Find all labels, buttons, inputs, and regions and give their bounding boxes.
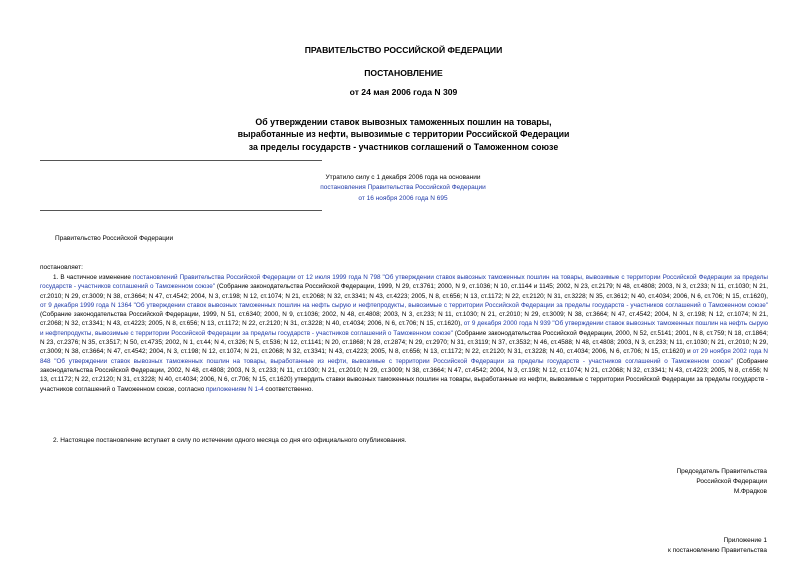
link-decree-1364[interactable]: от 9 декабря 1999 года N 1364 "Об утверждении ставок вывозных таможенных пошлин на нефть сырую и нефтепродукты, вывозимые с территории Российской Федерации за пределы государств - участников соглашений о Таможенном союзе" — [40, 301, 768, 309]
appendix-block — [467, 536, 767, 556]
doc-date-number: от 24 мая 2006 года N 309 — [349, 87, 458, 97]
title-line: Об утверждении ставок вывозных таможенных пошлин на товары, — [255, 117, 552, 127]
doc-type-heading: ПОСТАНОВЛЕНИЕ — [364, 68, 443, 78]
text-span: (Собрание законодательства Российской Федерации, 2000, N 52, ст.5141; 2001, N 8, ст.759; N 18, ст.1864; N 23, ст.2376; N 35, ст.3517; N 50, ст.4735; 2002, N 1, ст.44; N 4, ст.326; N 5, ст.536; N 12, ст.1141; N 20, ст.1868; N 28, ст.2874; N 29, ст.2970; N 31, ст.3119; N 37, ст.3532; N 46, ст.4588; N 48, ст.4808; 2003, N 3, ст.233; N 11, ст.1030; N 21, ст.2010; N 29, ст.3009; N 38, ст.3664; N 47, ст.4542; 2004, N 3, ст.198; N 12, ст.1074; N 21, ст.2068; N 32, ст.3341; N 43, ст.4223; 2005, N 8, ст.656; N 13, ст.1172; N 22, ст.2120; N 31, ст.3228; N 40, ст.4034; 2006, N 6, ст.706; N 15, ст.1620) и — [40, 329, 769, 356]
repeal-note — [270, 173, 536, 204]
government-heading: ПРАВИТЕЛЬСТВО РОССИЙСКОЙ ФЕДЕРАЦИИ — [304, 45, 503, 55]
text-span: (Собрание законодательства Российской Федерации, 1999, N 51, ст.6340; 2000, N 9, ст.1036; 2002, N 48, ст.4808; 2003, N 3, ст.233; N 11, ст.1030; N 21, ст.2010; N 29, ст.3009; N 38, ст.3664; N 47, ст.4542; 2004, N 3, ст.198; N 12, ст.1074; N 21, ст.2068; N 32, ст.3341; N 43, ст.4223; 2005, N 8, ст.656; N 13, ст.1172; N 22, ст.2120; N 31, ст.3228; N 40, ст.4034; 2006, N 6, ст.706; N 15, ст.1620), — [40, 311, 768, 328]
link-decree-848[interactable]: от 29 ноября 2002 года N 848 "Об утверждении ставок вывозных таможенных пошлин на товары, выработанные из нефти, вывозимые с территории Российской Федерации за пределы государств - участников соглашений о Таможенном союзе" — [40, 348, 768, 365]
divider-bottom — [40, 210, 322, 211]
preamble: Правительство Российской Федерации — [55, 235, 174, 242]
link-decree-939[interactable]: от 9 декабря 2000 года N 939 "Об утверждении ставок вывозных таможенных пошлин на нефть сырую и нефтепродукты, вывозимые с территории Российской Федерации за пределы государств - участников соглашений о Таможенном союзе" — [40, 320, 768, 337]
repeal-line: Утратило силу с 1 декабря 2006 года на основании — [325, 174, 481, 181]
text-span: 1. В частичное изменение — [53, 274, 133, 281]
repeal-link-decree[interactable]: постановления Правительства Российской Федерации — [320, 184, 486, 192]
link-decree-798[interactable]: постановлений Правительства Российской Федерации от 12 июля 1999 года N 798 "Об утверждении ставок вывозных таможенных пошлин на товары, вывозимые с территории Российской Федерации за пределы государств - участников соглашений о Таможенном союзе" — [40, 274, 768, 291]
text-span: соответственно. — [263, 385, 314, 393]
signature-name: М.Фрадков — [733, 488, 767, 496]
document-title — [0, 116, 807, 153]
repeal-link-date[interactable]: от 16 ноября 2006 года N 695 — [358, 194, 448, 202]
title-line: выработанные из нефти, вывозимые с территории Российской Федерации — [237, 129, 570, 140]
link-appendices[interactable]: приложениям N 1-4 — [206, 385, 264, 393]
title-line: за пределы государств - участников соглашений о Таможенном союзе — [248, 141, 559, 152]
text-span: (Собрание законодательства Российской Федерации, 2002, N 48, ст.4808; 2003, N 3, ст.233; N 11, ст.1030; N 21, ст.2010; N 29, ст.3009; N 38, ст.3664; N 47, ст.4542; 2004, N 3, ст.198; N 12, ст.1074; N 21, ст.2068; N 32, ст.3341; N 43, ст.4223; 2005, N 8, ст.656; N 13, ст.1172; N 22, ст.2120; N 31, ст.3228; N 40, ст.4034; 2006, N 6, ст.706; N 15, ст.1620) утвердить ставки вывозных таможенных пошлин на товары, выработанные из нефти, вывозимые с территории Российской Федерации за пределы государств - участников соглашений о Таможенном союзе, согласно — [40, 357, 769, 393]
signature-block — [467, 467, 767, 498]
paragraph-1 — [40, 273, 768, 394]
text-span: (Собрание законодательства Российской Федерации, 1999, N 29, ст.3761; 2000, N 9, ст.1036; N 10, ст.1144 и 1145; 2002, N 23, ст.2179; N 48, ст.4808; 2003, N 3, ст.233; N 11, ст.1030; N 21, ст.2010; N 29, ст.3009; N 38, ст.3664; N 47, ст.4542; 2004, N 3, ст.198; N 12, ст.1074; N 21, ст.2068; N 32, ст.3341; N 43, ст.4223; 2005, N 8, ст.656; N 13, ст.1172; N 22, ст.2120; N 31, ст.3228; N 35, ст.3612; N 40, ст.4034; 2006, N 6, ст.706; N 15, ст.1620), — [40, 283, 769, 300]
appendix-ref: к постановлению Правительства — [667, 547, 767, 555]
divider-top — [40, 160, 322, 161]
decree-word: постановляет: — [40, 264, 83, 271]
signature-line: Российской Федерации — [696, 478, 767, 486]
paragraph-2: 2. Настоящее постановление вступает в силу по истечении одного месяца со дня его официального опубликования. — [53, 437, 407, 444]
signature-line: Председатель Правительства — [676, 468, 767, 475]
appendix-title: Приложение 1 — [723, 537, 767, 544]
